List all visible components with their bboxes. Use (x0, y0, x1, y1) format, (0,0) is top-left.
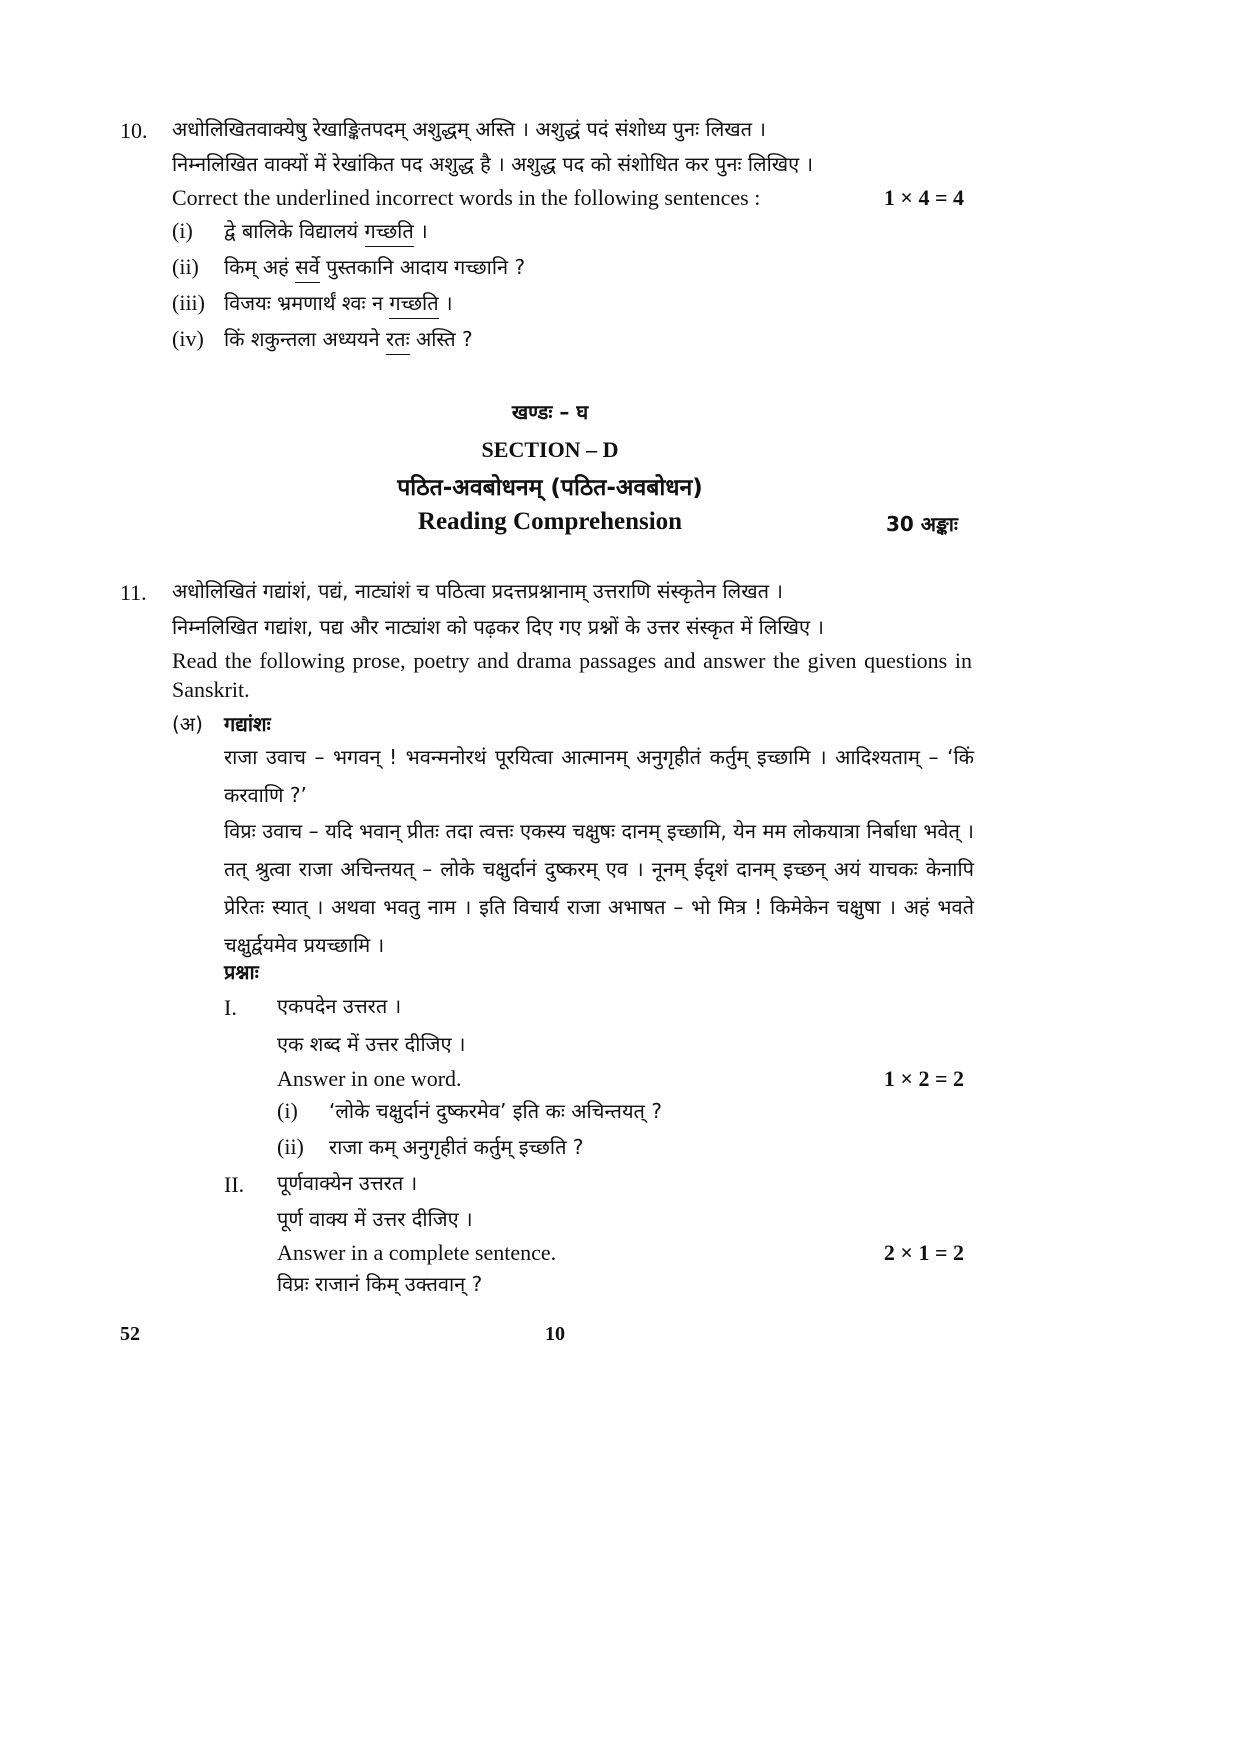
section-subtitle: Reading Comprehension (417, 508, 683, 535)
marks-label: 2 × 1 = 2 (883, 1240, 964, 1265)
list-item (172, 325, 473, 352)
underlined-word: गच्छति (365, 219, 414, 247)
instruction-hindi: निम्नलिखित वाक्यों में रेखांकित पद अशुद्ध है । अशुद्ध पद को संशोधित कर पुनः लिखिए । (172, 152, 814, 176)
item-text: किम् अहं (224, 255, 296, 279)
item-text-end: । (413, 219, 428, 243)
item-label: (ii) (172, 254, 199, 279)
underlined-word: गच्छति (389, 291, 438, 319)
section-khand: खण्डः – घ (511, 400, 589, 424)
item-label: (iii) (172, 290, 205, 315)
item-label: (iv) (172, 326, 204, 351)
item-text-end: पुस्तकानि आदाय गच्छानि ? (319, 255, 526, 279)
underlined-word: रतः (386, 327, 410, 355)
item-text-end: । (438, 291, 453, 315)
section-title: SECTION – D (481, 437, 619, 462)
part-title: गद्यांशः (224, 712, 271, 736)
subquestion-label: I. (224, 995, 237, 1020)
marks-label: 1 × 2 = 2 (883, 1066, 964, 1091)
list-item (172, 217, 428, 244)
questions-heading: प्रश्नाः (224, 960, 259, 984)
passage-paragraph: विप्रः उवाच – यदि भवान् प्रीतः तदा त्वत्तः एकस्य चक्षुषः दानम् इच्छामि, येन मम लोकयात्रा निर्बाधा भवेत् । तत् श्रुत्वा राजा अचिन्तयत् – लोके चक्षुर्दानं दुष्करम् एव । नूनम् ईदृशं दानम् इच्छन् अयं याचकः केनापि प्रेरितः स्यात् । अथवा भवतु नाम । इति विचार्य राजा अभाषत – भो मित्र ! किमेकेन चक्षुषा । अहं भवते चक्षुर्द्वयमेव प्रयच्छामि । (224, 819, 974, 957)
instruction-english: Correct the underlined incorrect words in the following sentences : (172, 185, 761, 210)
passage-paragraph: राजा उवाच – भगवन् ! भवन्मनोरथं पूरयित्वा आत्मानम् अनुगृहीतं कर्तुम् इच्छामि । आदिश्यताम् – ‘किं करवाणि ?’ (224, 745, 974, 807)
instruction-sanskrit: पूर्णवाक्येन उत्तरत । (277, 1171, 418, 1195)
section-title-sanskrit: पठित-अवबोधनम् (पठित-अवबोधन) (397, 475, 703, 501)
subquestion-label: II. (224, 1172, 245, 1197)
instruction-sanskrit: अधोलिखितं गद्यांशं, पद्यं, नाट्यांशं च पठित्वा प्रदत्तप्रश्नानाम् उत्तराणि संस्कृतेन लिखत । (172, 579, 783, 603)
question-text: विप्रः राजानं किम् उक्तवान् ? (277, 1272, 483, 1296)
item-label: (ii) (277, 1134, 304, 1159)
item-label: (i) (172, 218, 193, 243)
question-number: 11. (120, 580, 147, 605)
page-code: 52 (120, 1323, 140, 1345)
question-number: 10. (120, 118, 148, 143)
marks-label: 1 × 4 = 4 (883, 185, 964, 210)
list-item (277, 1097, 662, 1124)
item-text: विजयः भ्रमणार्थं श्वः न (224, 291, 390, 315)
part-heading (172, 710, 271, 737)
instruction-sanskrit: अधोलिखितवाक्येषु रेखाङ्कितपदम् अशुद्धम् अस्ति । अशुद्धं पदं संशोध्य पुनः लिखत । (172, 117, 766, 141)
item-label: (i) (277, 1098, 298, 1123)
list-item (172, 253, 525, 280)
section-marks: 30 अङ्काः (886, 512, 958, 536)
instruction-english: Answer in a complete sentence. (277, 1240, 557, 1265)
list-item (277, 1133, 583, 1160)
item-text-end: अस्ति ? (409, 327, 473, 351)
underlined-word: सर्वे (295, 255, 320, 283)
instruction-english: Answer in one word. (277, 1066, 462, 1091)
instruction-hindi: पूर्ण वाक्य में उत्तर दीजिए । (277, 1207, 473, 1231)
item-text: ‘लोके चक्षुर्दानं दुष्करमेव’ इति कः अचिन्तयत् ? (329, 1099, 662, 1123)
item-text: द्वे बालिके विद्यालयं (224, 219, 365, 243)
part-label: (अ) (172, 712, 203, 736)
instruction-sanskrit: एकपदेन उत्तरत । (277, 994, 402, 1018)
list-item (172, 289, 453, 316)
page-number: 10 (545, 1323, 565, 1345)
instruction-english: Read the following prose, poetry and drama passages and answer the given questions in Sanskrit. (172, 648, 972, 702)
instruction-hindi: एक शब्द में उत्तर दीजिए । (277, 1032, 466, 1056)
item-text: किं शकुन्तला अध्ययने (224, 327, 386, 351)
instruction-hindi: निम्नलिखित गद्यांश, पद्य और नाट्यांश को पढ़कर दिए गए प्रश्नों के उत्तर संस्कृत में लिखिए । (172, 615, 824, 639)
item-text: राजा कम् अनुगृहीतं कर्तुम् इच्छति ? (329, 1135, 584, 1159)
